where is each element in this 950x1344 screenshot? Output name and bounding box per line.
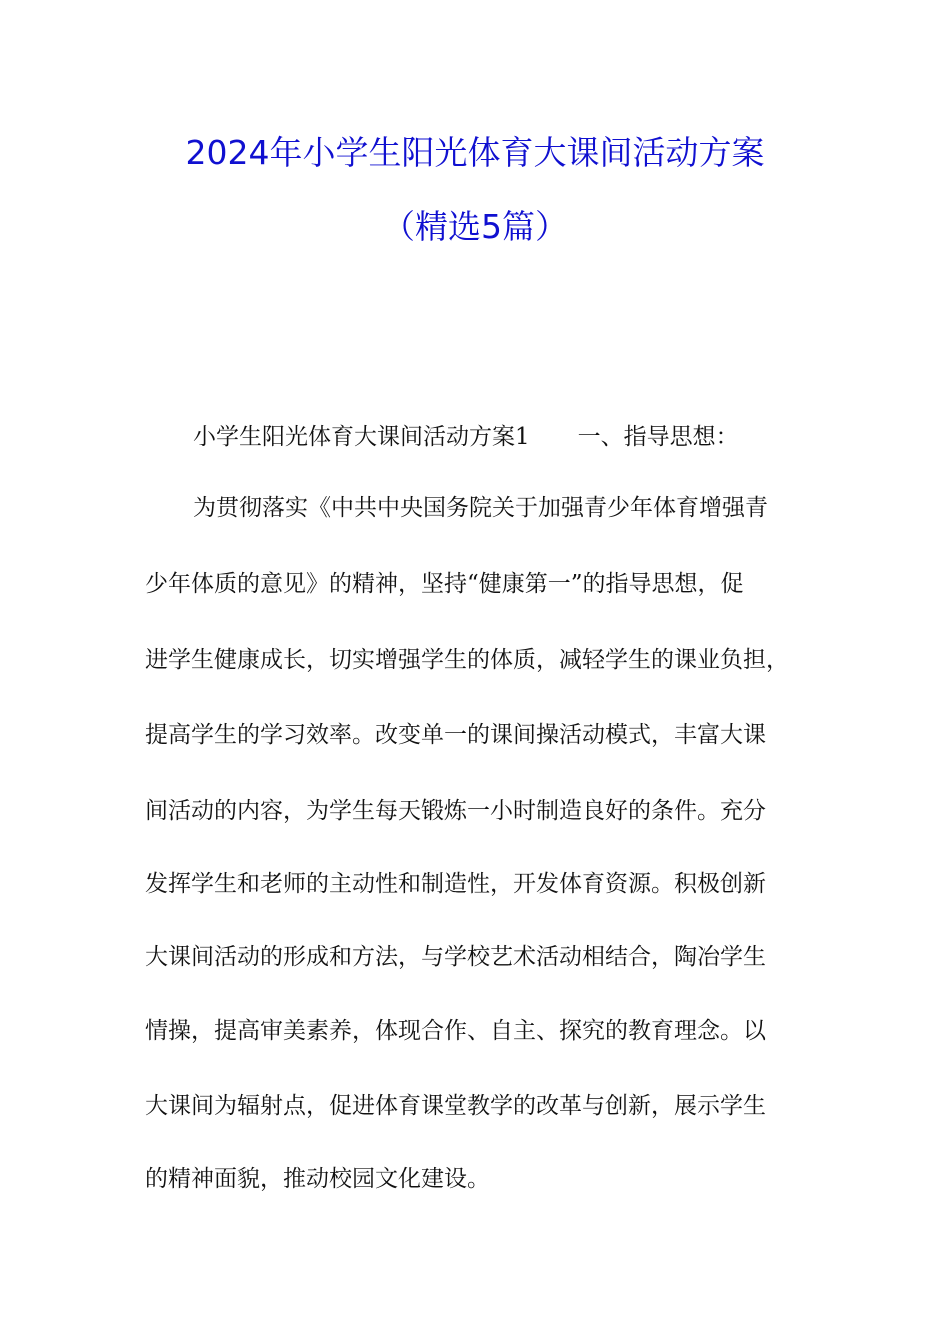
- paragraph-line: 为贯彻落实《中共中央国务院关于加强青少年体育增强青: [193, 495, 768, 521]
- section-title: 小学生阳光体育大课间活动方案1: [193, 424, 530, 450]
- paragraph-line: 的精神面貌，推动校园文化建设。: [145, 1166, 490, 1192]
- paragraph-line: 大课间活动的形成和方法，与学校艺术活动相结合，陶冶学生: [145, 944, 766, 970]
- section-heading-row: [193, 422, 739, 452]
- paragraph-line: 提高学生的学习效率。改变单一的课间操活动模式，丰富大课: [145, 722, 766, 748]
- document-title: 2024年小学生阳光体育大课间活动方案: [185, 133, 765, 172]
- paragraph-line: 情操，提高审美素养，体现合作、自主、探究的教育理念。以: [145, 1018, 766, 1044]
- section-heading: 一、指导思想：: [577, 424, 739, 450]
- paragraph-line: 大课间为辐射点，促进体育课堂教学的改革与创新，展示学生: [145, 1093, 766, 1119]
- paragraph-line: 少年体质的意见》的精神，坚持“健康第一”的指导思想，促: [145, 571, 744, 597]
- paragraph-line: 进学生健康成长，切实增强学生的体质，减轻学生的课业负担，: [145, 647, 789, 673]
- paragraph-line: 间活动的内容，为学生每天锻炼一小时制造良好的条件。充分: [145, 798, 766, 824]
- document-subtitle: （精选5篇）: [382, 207, 568, 246]
- paragraph-line: 发挥学生和老师的主动性和制造性，开发体育资源。积极创新: [145, 871, 766, 897]
